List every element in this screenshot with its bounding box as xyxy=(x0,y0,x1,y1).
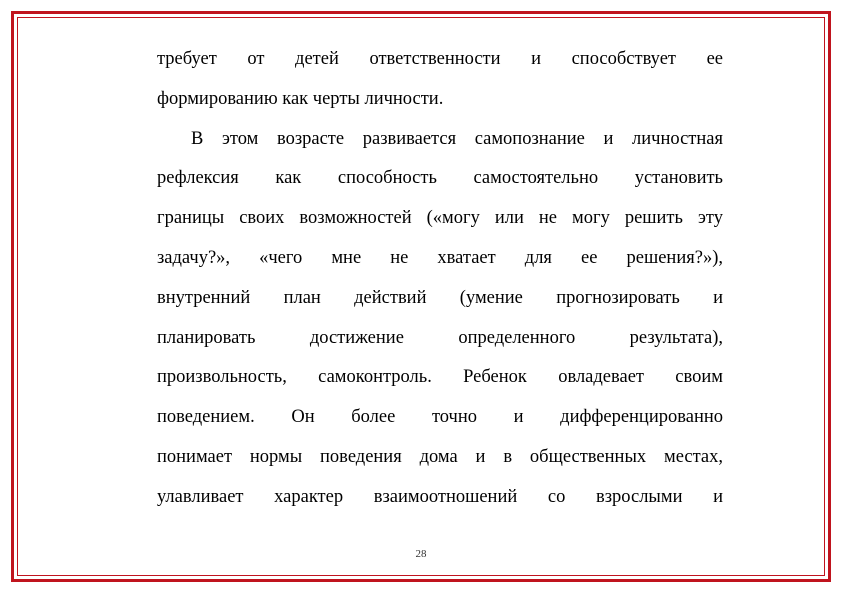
text-line: границы своих возможностей («могу или не могу решить эту xyxy=(157,208,723,229)
text-line: задачу?», «чего мне не хватает для ее решения?»), xyxy=(157,247,723,268)
text-line: рефлексия как способность самостоятельно установить xyxy=(157,168,723,189)
text-line: понимает нормы поведения дома и в общественных местах, xyxy=(157,446,723,467)
text-line: планировать достижение определенного результата), xyxy=(157,327,723,348)
body-text xyxy=(157,40,723,518)
text-line: поведением. Он более точно и дифференцированно xyxy=(157,407,723,428)
text-line: В этом возрасте развивается самопознание и личностная xyxy=(191,128,723,149)
page-number: 28 xyxy=(415,548,427,560)
text-line: требует от детей ответственности и способствует ее xyxy=(157,49,723,69)
text-line: произвольность, самоконтроль. Ребенок овладевает своим xyxy=(157,367,723,388)
text-line: улавливает характер взаимоотношений со взрослыми и xyxy=(157,486,723,507)
text-line: внутренний план действий (умение прогнозировать и xyxy=(157,287,723,308)
text-line: формированию как черты личности. xyxy=(157,88,444,109)
